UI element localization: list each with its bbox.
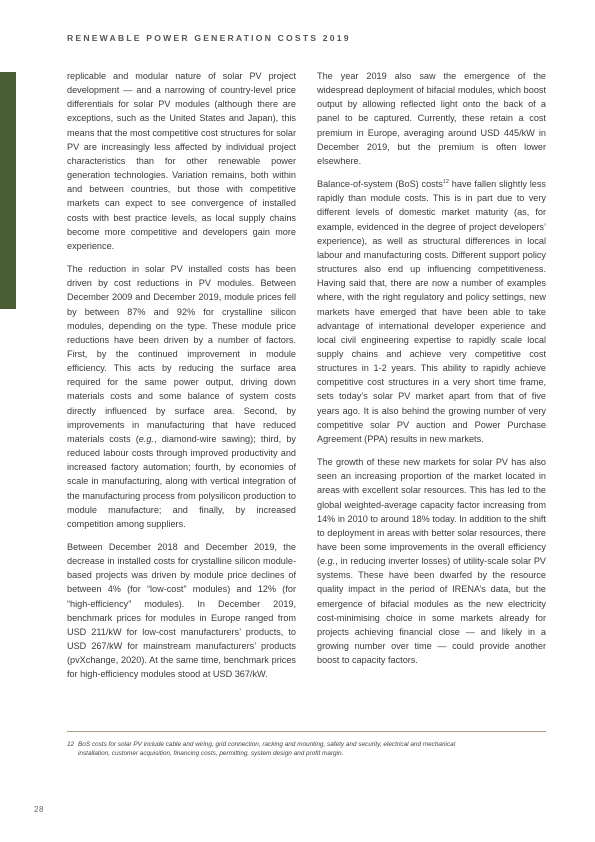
paragraph: Balance-of-system (BoS) costs$^{12}$ have fallen slightly less rapidly than module costs. This is in part due to very different levels of domestic market maturity (as, for example, evidenced in the degree of project developers’ experience), as well as structural differences in local labour and manufacturing costs. Different support policy structures also end up influencing competitiveness. Having said that, there are now a number of examples where, with the right regulatory and policy settings, new markets have emerged that have been able to take advantage of international developer experience and local civil engineering expertise to rapidly scale local supply chains and achieve very competitive cost structures in 1-2 years. This ability to rapidly achieve competitive cost structures in a very short time frame, sets today’s solar PV market apart from that of five years ago. It is also behind the growing number of very competitive solar PV auction and Power Purchase Agreement (PPA) results in new markets.: [317, 179, 546, 444]
running-header: RENEWABLE POWER GENERATION COSTS 2019: [67, 33, 351, 43]
paragraph: The growth of these new markets for solar PV has also seen an increasing proportion of the market located in areas with excellent solar resources. This has led to the global weighted-average capacity factor increasing from 14% in 2010 to around 18% today. In addition to the shift to deployment in areas with better solar resources, there have been some improvements in the overall efficiency (e.g., in reducing inverter losses) of utility-scale solar PV systems. These have been dwarfed by the resource quality impact in the period of IRENA’s data, but the emergence of bifacial modules as the new electricity cost-minimising choice in some markets already for projects achieving financial close — and likely in a growing number over time — could provide another boost to capacity factors.: [317, 457, 546, 666]
footnote-text-line1: BoS costs for solar PV include cable and wiring, grid connection, racking and mounting, safety and security, electrical and mechanical: [78, 741, 456, 748]
footnote-number: 12: [67, 741, 75, 748]
paragraph: replicable and modular nature of solar PV project development — and a narrowing of country-level price differentials for solar PV modules (although there are exceptions, such as the United States and Japan), this means that the most competitive cost structures for solar PV are increasingly less affected by individual project characteristics than for other renewable power generation technologies. Variation remains, both within and between countries, but those with competitive markets can expect to see convergence of installed costs with best practice levels, as local supply chains become more competitive and developers gain more experience.: [67, 71, 296, 251]
left-text-column: [67, 69, 296, 691]
eg-italic: e.g.: [138, 433, 154, 444]
eg-italic: e.g.: [320, 556, 336, 567]
paragraph: The reduction in solar PV installed costs has been driven by cost reductions in PV modules. Between December 2009 and December 2019, module prices fell by between 87% and 92% for crystalline silicon modules, depending on the type. These module price reductions have been driven by a number of factors. First, by the continued improvement in module efficiency. This acts by reducing the surface area required for the same power output, driving down materials costs and some balance of system costs directly influenced by surface area. Second, by improvements in manufacturing that have reduced materials costs (e.g., diamond-wire sawing); third, by reduced labour costs through improved productivity and increased factory automation; fourth, by economies of scale in manufacturing, along with vertical integration of the manufacturing process from polysilicon production to module manufacture; and finally, by increased competition among suppliers.: [67, 264, 296, 529]
right-text-column: [317, 69, 546, 676]
footnote: [67, 740, 546, 759]
page-number: 28: [34, 805, 44, 814]
paragraph: Between December 2018 and December 2019, the decrease in installed costs for crystalline silicon module-based projects was driven by module price declines of between 4% (for “low-cost” modules) and 12% (for “high-efficiency” modules). In December 2019, benchmark prices for modules in Europe ranged from USD 211/kW for low-cost manufacturers’ products, to USD 267/kW for mainstream manufacturers’ products (pvXchange, 2020). At the same time, benchmark prices for high-efficiency modules stood at USD 367/kW.: [67, 542, 296, 680]
footnote-reference[interactable]: 12: [442, 179, 449, 186]
footnote-divider: [67, 731, 546, 732]
footnote-text-line2: installation, customer acquisition, financing costs, permitting, system design and profit margin.: [78, 750, 344, 758]
paragraph: The year 2019 also saw the emergence of the widespread deployment of bifacial modules, which boost output by allowing reflected light onto the back of a panel to be captured. Currently, these retain a cost premium in Europe, averaging around USD 445/kW in December 2019, but the premium is often lower elsewhere.: [317, 71, 546, 166]
section-color-bar: [0, 72, 16, 309]
